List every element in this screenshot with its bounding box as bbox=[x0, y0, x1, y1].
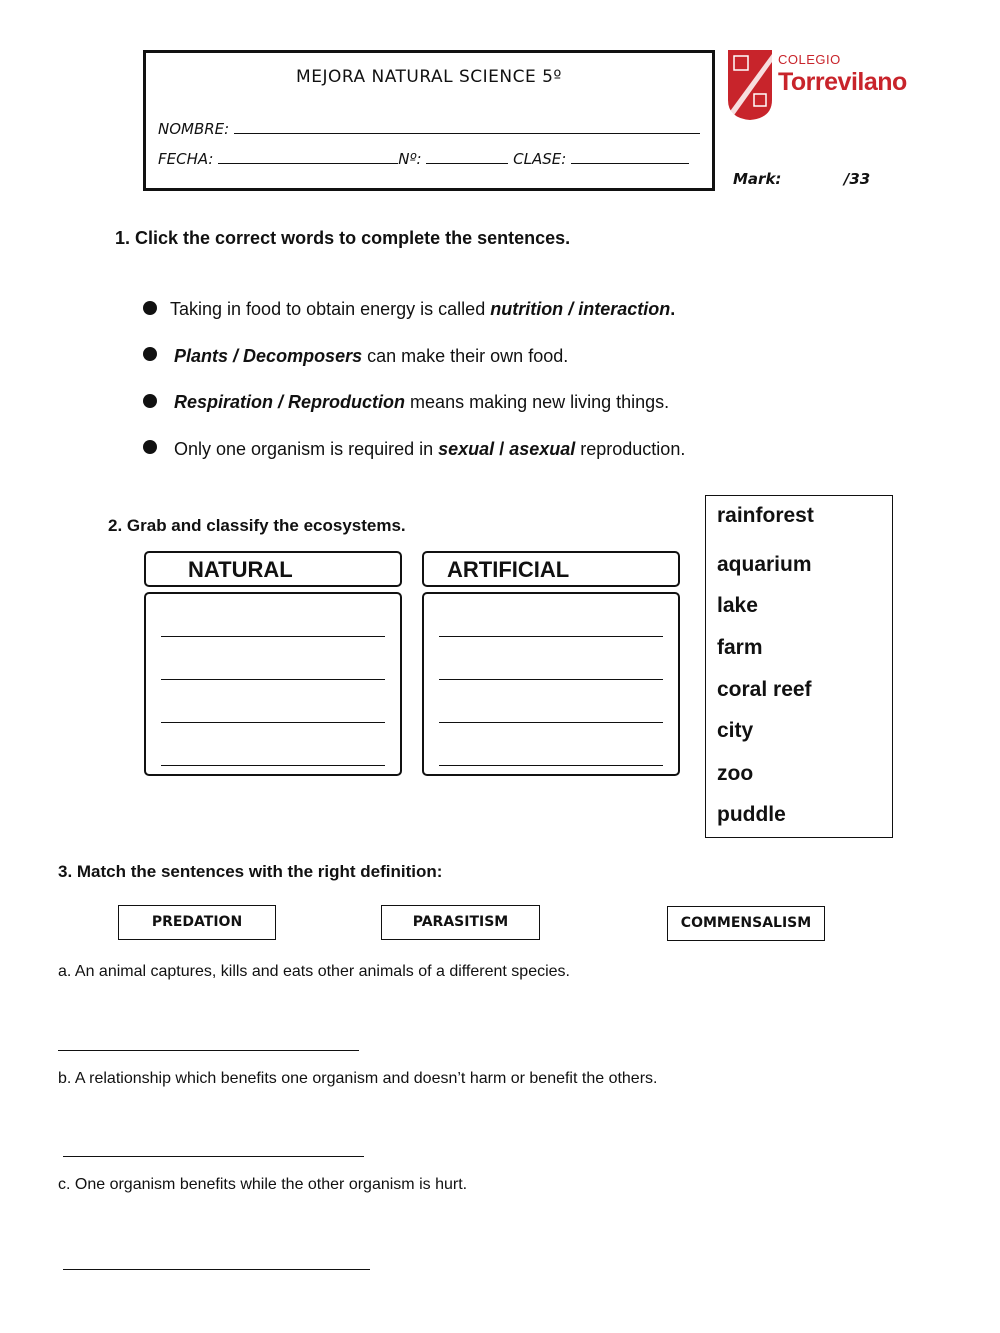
fecha-field[interactable] bbox=[218, 149, 398, 164]
option-interaction[interactable]: interaction bbox=[578, 299, 671, 319]
clase-field[interactable] bbox=[571, 149, 689, 164]
logo-prefix: COLEGIO bbox=[778, 52, 841, 67]
option-nutrition[interactable]: nutrition bbox=[490, 299, 564, 319]
bullet-icon bbox=[143, 347, 157, 361]
option-decomposers[interactable]: Decomposers bbox=[243, 346, 363, 366]
bullet-icon bbox=[143, 440, 157, 454]
section1-title: 1. Click the correct words to complete the sentences. bbox=[115, 228, 571, 248]
natural-header: NATURAL bbox=[144, 551, 402, 587]
definition-b: b. A relationship which benefits one organism and doesn’t harm or benefit the others. bbox=[58, 1070, 658, 1087]
worksheet-title: MEJORA NATURAL SCIENCE 5º bbox=[296, 67, 562, 87]
parasitism-option[interactable]: PARASITISM bbox=[381, 905, 540, 940]
fecha-row bbox=[158, 149, 689, 168]
option-separator: / bbox=[563, 299, 579, 319]
sentence-1-end: . bbox=[670, 299, 676, 319]
header-box bbox=[143, 50, 715, 191]
drop-slot[interactable] bbox=[161, 765, 385, 766]
option-sexual[interactable]: sexual bbox=[438, 439, 495, 459]
sentence-4-end: reproduction. bbox=[575, 439, 686, 459]
option-plants[interactable]: Plants bbox=[174, 346, 229, 366]
sentence-1 bbox=[170, 299, 675, 320]
school-logo bbox=[726, 48, 907, 124]
draggable-word[interactable]: lake bbox=[717, 594, 758, 617]
bullet-icon bbox=[143, 394, 157, 408]
draggable-word[interactable]: coral reef bbox=[717, 678, 812, 701]
option-separator: / bbox=[228, 346, 244, 366]
mark-label: Mark: bbox=[733, 170, 782, 188]
answer-line-a[interactable] bbox=[58, 1050, 359, 1051]
clase-label: CLASE: bbox=[513, 150, 567, 168]
sentence-3-end: means making new living things. bbox=[405, 392, 670, 412]
bullet-icon bbox=[143, 301, 157, 315]
drop-slot[interactable] bbox=[161, 679, 385, 680]
sentence-4 bbox=[174, 439, 685, 460]
option-reproduction[interactable]: Reproduction bbox=[288, 392, 406, 412]
option-respiration[interactable]: Respiration bbox=[174, 392, 274, 412]
draggable-word[interactable]: farm bbox=[717, 636, 763, 659]
definition-c: c. One organism benefits while the other organism is hurt. bbox=[58, 1176, 468, 1193]
drop-slot[interactable] bbox=[161, 636, 385, 637]
drop-slot[interactable] bbox=[439, 636, 663, 637]
draggable-word[interactable]: aquarium bbox=[717, 553, 812, 576]
sentence-2 bbox=[174, 346, 568, 367]
answer-line-c[interactable] bbox=[63, 1269, 370, 1270]
fecha-label: FECHA: bbox=[158, 150, 214, 168]
sentence-1-text: Taking in food to obtain energy is called bbox=[170, 299, 491, 319]
draggable-word[interactable]: zoo bbox=[717, 762, 754, 785]
shield-icon bbox=[726, 48, 774, 122]
draggable-word[interactable]: city bbox=[717, 719, 754, 742]
mark-total: /33 bbox=[843, 170, 871, 188]
section2-title: 2. Grab and classify the ecosystems. bbox=[108, 516, 406, 535]
commensalism-option[interactable]: COMMENSALISM bbox=[667, 906, 825, 941]
numero-label: Nº: bbox=[398, 150, 422, 168]
definition-a: a. An animal captures, kills and eats other animals of a different species. bbox=[58, 963, 570, 980]
mark-row bbox=[733, 170, 870, 188]
nombre-field[interactable] bbox=[234, 119, 700, 134]
option-asexual[interactable]: asexual bbox=[509, 439, 576, 459]
drop-slot[interactable] bbox=[439, 722, 663, 723]
drop-slot[interactable] bbox=[161, 722, 385, 723]
predation-option[interactable]: PREDATION bbox=[118, 905, 276, 940]
nombre-label: NOMBRE: bbox=[158, 120, 230, 138]
sentence-3 bbox=[174, 392, 669, 413]
draggable-word[interactable]: puddle bbox=[717, 803, 786, 826]
drop-slot[interactable] bbox=[439, 765, 663, 766]
section3-title: 3. Match the sentences with the right definition: bbox=[58, 862, 443, 881]
nombre-row bbox=[158, 119, 700, 138]
draggable-word[interactable]: rainforest bbox=[717, 504, 814, 527]
numero-field[interactable] bbox=[426, 149, 508, 164]
word-bank bbox=[705, 495, 893, 838]
logo-school-name: Torrevilano bbox=[778, 68, 907, 96]
option-separator: / bbox=[494, 439, 510, 459]
natural-drop-zone[interactable] bbox=[144, 592, 402, 776]
option-separator: / bbox=[273, 392, 289, 412]
sentence-4-text: Only one organism is required in bbox=[174, 439, 439, 459]
answer-line-b[interactable] bbox=[63, 1156, 364, 1157]
artificial-drop-zone[interactable] bbox=[422, 592, 680, 776]
drop-slot[interactable] bbox=[439, 679, 663, 680]
artificial-header: ARTIFICIAL bbox=[422, 551, 680, 587]
sentence-2-end: can make their own food. bbox=[362, 346, 569, 366]
